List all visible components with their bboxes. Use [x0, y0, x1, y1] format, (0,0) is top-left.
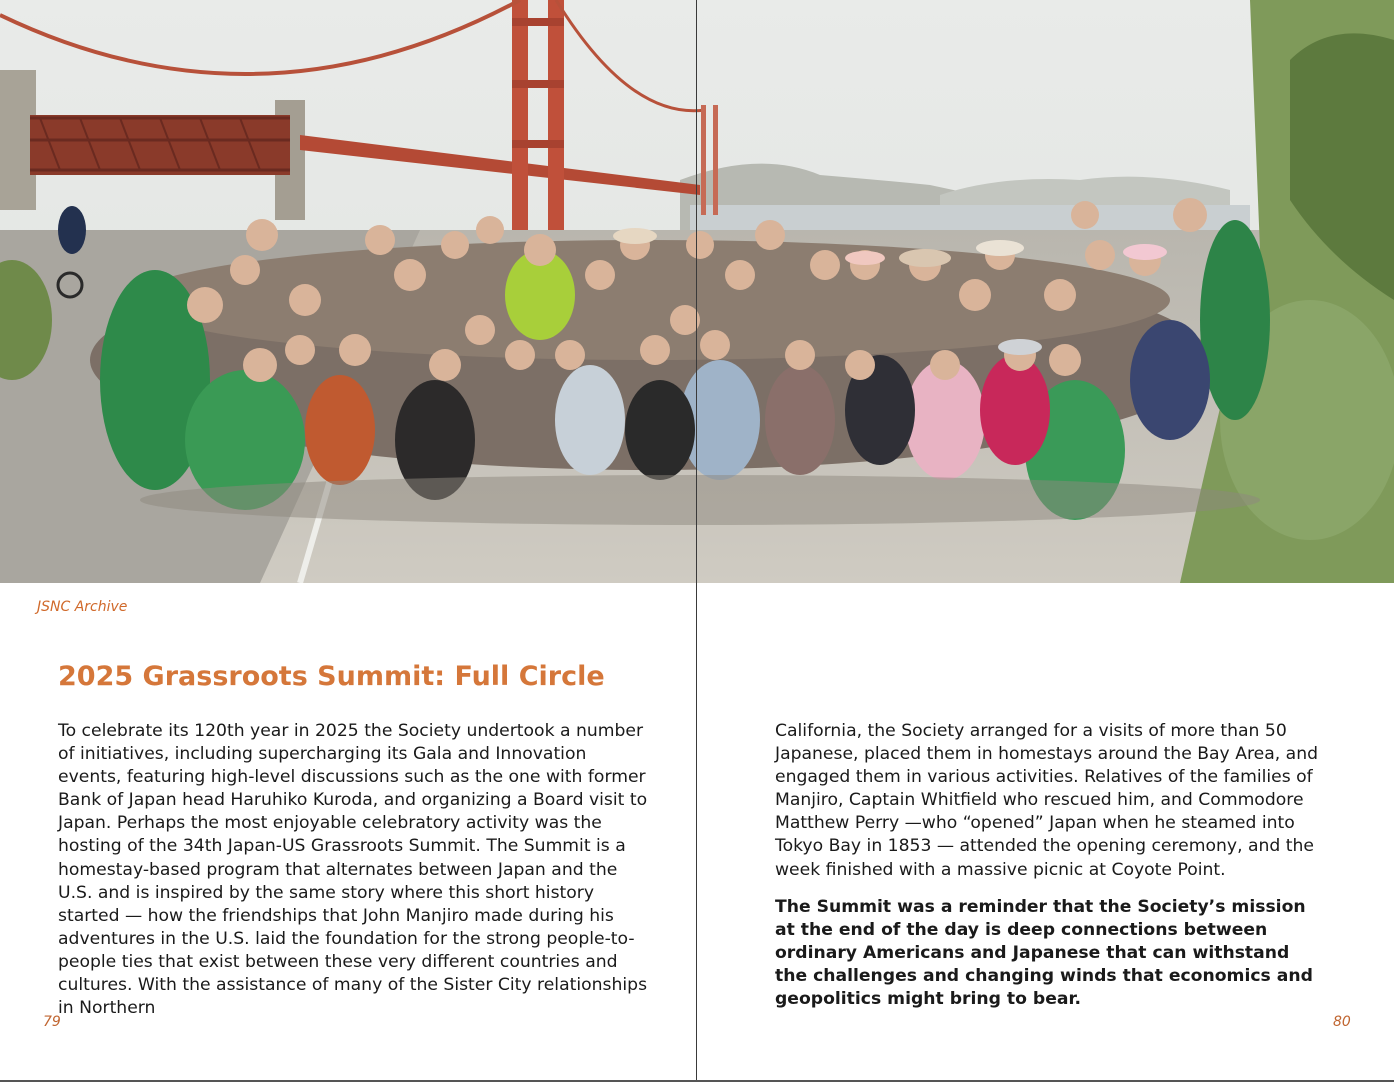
right-column-text: California, the Society arranged for a visits of more than 50 Japanese, placed them in homestays around the Bay Area, and engaged them in various activities. Relatives of the families of Manjiro, Captain Whitfield who rescued him, and Commodore Matthew Perry —who “opened” Japan when he steamed into Tokyo Bay in 1853 — attended the opening ceremony, and the week finished with a massive picnic at Coyote Point. — [775, 721, 1319, 880]
page-number-left: 79 — [43, 1014, 61, 1030]
page-number-right: 80 — [1333, 1014, 1351, 1030]
page-spine — [696, 0, 697, 1082]
photo-credit: JSNC Archive — [37, 599, 128, 615]
left-column-text: To celebrate its 120th year in 2025 the Society undertook a number of initiatives, including supercharging its Gala and Innovation events, featuring high-level discussions such as the one with former Bank of Japan head Haruhiko Kuroda, and organizing a Board visit to Japan. Perhaps the most enjoyable celebratory activity was the hosting of the 34th Japan-US Grassroots Summit. The Summit is a homestay-based program that alternates between Japan and the U.S. and is inspired by the same story where this short history started — how the friendships that John Manjiro made during his adventures in the U.S. laid the foundation for the strong people-to-people ties that exist between these very different countries and cultures. With the assistance of many of the Sister City relationships in Northern — [58, 721, 648, 1019]
article-title: 2025 Grassroots Summit: Full Circle — [58, 661, 605, 692]
closing-bold-paragraph: The Summit was a reminder that the Society’s mission at the end of the day is deep connections between ordinary Americans and Japanese that can withstand the challenges and changing winds that economics and geopolitics might bring to bear. — [775, 897, 1313, 1010]
